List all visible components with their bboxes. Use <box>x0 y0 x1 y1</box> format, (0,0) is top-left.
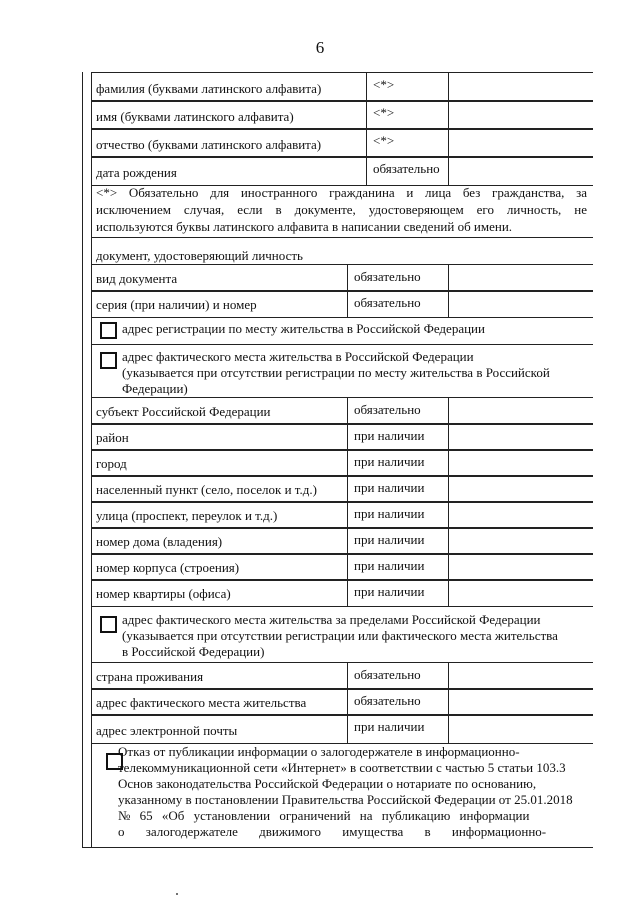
field-value-cell[interactable] <box>448 715 593 743</box>
consent-line: Основ законодательства Российской Федерации о нотариате по основанию, <box>118 776 537 791</box>
field-requirement: <*> <box>366 129 449 157</box>
field-row-given-name <box>92 100 593 130</box>
field-row-birth-date <box>92 156 593 186</box>
field-value-cell[interactable] <box>448 502 593 528</box>
actual-address-checkbox[interactable] <box>100 352 117 369</box>
field-row-email <box>92 714 593 744</box>
field-row-district <box>92 423 593 451</box>
field-row-document-type <box>92 264 593 292</box>
field-row-city <box>92 449 593 477</box>
foreign-address-label-line3: в Российской Федерации) <box>122 644 265 659</box>
field-row-settlement <box>92 475 593 503</box>
field-value-cell[interactable] <box>448 101 593 129</box>
field-label: адрес электронной почты <box>96 723 238 738</box>
actual-address-label-line3: Федерации) <box>122 381 188 396</box>
field-row-apartment <box>92 579 593 607</box>
field-value-cell[interactable] <box>448 528 593 554</box>
field-label: район <box>96 430 129 445</box>
field-requirement: при наличии <box>347 476 450 502</box>
field-label: страна проживания <box>96 669 204 684</box>
field-row-document-number <box>92 290 593 318</box>
field-label: фамилия (буквами латинского алфавита) <box>96 81 322 96</box>
actual-address-option[interactable] <box>92 344 593 397</box>
field-row-region <box>92 397 593 425</box>
field-value-cell[interactable] <box>448 424 593 450</box>
field-label: номер дома (владения) <box>96 534 223 549</box>
field-label: населенный пункт (село, поселок и т.д.) <box>96 482 317 497</box>
field-requirement: обязательно <box>347 291 450 317</box>
field-label: адрес фактического места жительства <box>96 695 307 710</box>
registration-address-option[interactable] <box>92 316 593 342</box>
field-value-cell[interactable] <box>448 476 593 502</box>
field-requirement: <*> <box>366 101 449 129</box>
actual-address-label-line2: (указывается при отсутствии регистрации по месту жительства в Российской <box>122 365 550 380</box>
field-requirement: при наличии <box>347 554 450 580</box>
field-requirement: при наличии <box>347 450 450 476</box>
field-requirement: <*> <box>366 73 449 101</box>
field-label: номер квартиры (офиса) <box>96 586 231 601</box>
field-label: отчество (буквами латинского алфавита) <box>96 137 322 152</box>
field-label: имя (буквами латинского алфавита) <box>96 109 294 124</box>
field-requirement: обязательно <box>366 157 449 185</box>
field-row-building <box>92 553 593 581</box>
field-value-cell[interactable] <box>448 580 593 606</box>
consent-line: указанному в постановлении Правительства Российской Федерации от 25.01.2018 <box>118 792 573 807</box>
field-label: город <box>96 456 127 471</box>
field-requirement: при наличии <box>347 528 450 554</box>
field-label: номер корпуса (строения) <box>96 560 240 575</box>
foreign-address-label-line2: (указывается при отсутствии регистрации или фактического места жительства <box>122 628 558 643</box>
field-label: вид документа <box>96 271 178 286</box>
page-number: 6 <box>315 38 325 57</box>
field-requirement: при наличии <box>347 424 450 450</box>
field-row-surname <box>92 72 593 102</box>
field-value-cell[interactable] <box>448 157 593 185</box>
field-value-cell[interactable] <box>448 398 593 424</box>
field-row-house <box>92 527 593 555</box>
field-row-street <box>92 501 593 529</box>
field-requirement: при наличии <box>347 715 450 743</box>
field-requirement: обязательно <box>347 689 450 715</box>
field-value-cell[interactable] <box>448 450 593 476</box>
field-requirement: обязательно <box>347 663 450 689</box>
footnote: <*> Обязательно для иностранного гражданина и лица без гражданства, за исключением случая, если в документе, удостоверяющем его личность, не используются буквы латинского алфавита в написании сведений об имени. <box>96 185 587 234</box>
field-row-country <box>92 662 593 690</box>
foreign-address-option[interactable] <box>92 608 593 660</box>
publication-refusal-text <box>118 744 587 840</box>
field-value-cell[interactable] <box>448 129 593 157</box>
field-label: дата рождения <box>96 165 177 180</box>
notification-form <box>82 72 593 848</box>
field-value-cell[interactable] <box>448 689 593 715</box>
registration-address-label: адрес регистрации по месту жительства в Российской Федерации <box>122 321 485 336</box>
field-row-patronymic <box>92 128 593 158</box>
field-requirement: при наличии <box>347 580 450 606</box>
field-label: улица (проспект, переулок и т.д.) <box>96 508 278 523</box>
foreign-address-checkbox[interactable] <box>100 616 117 633</box>
form-left-margin-column <box>83 72 92 847</box>
field-value-cell[interactable] <box>448 663 593 689</box>
field-value-cell[interactable] <box>448 265 593 291</box>
field-requirement: обязательно <box>347 398 450 424</box>
field-value-cell[interactable] <box>448 554 593 580</box>
field-value-cell[interactable] <box>448 291 593 317</box>
field-requirement: обязательно <box>347 265 450 291</box>
field-label: серия (при наличии) и номер <box>96 297 257 312</box>
registration-address-checkbox[interactable] <box>100 322 117 339</box>
actual-address-label-line1: адрес фактического места жительства в Российской Федерации <box>122 349 474 364</box>
foreign-address-label-line1: адрес фактического места жительства за пределами Российской Федерации <box>122 612 541 627</box>
field-requirement: при наличии <box>347 502 450 528</box>
consent-line: о залогодержателе движимого имущества в информационно- <box>118 824 547 839</box>
scan-speck <box>176 893 178 895</box>
field-label: субъект Российской Федерации <box>96 404 271 419</box>
identity-document-heading: документ, удостоверяющий личность <box>96 248 303 263</box>
field-value-cell[interactable] <box>448 73 593 101</box>
consent-line: телекоммуникационной сети «Интернет» в соответствии с частью 5 статьи 103.3 <box>118 760 566 775</box>
field-row-foreign-address <box>92 688 593 716</box>
consent-line: Отказ от публикации информации о залогодержателе в информационно- <box>118 744 520 759</box>
consent-line: № 65 «Об установлении ограничений на публикацию информации <box>118 808 530 823</box>
